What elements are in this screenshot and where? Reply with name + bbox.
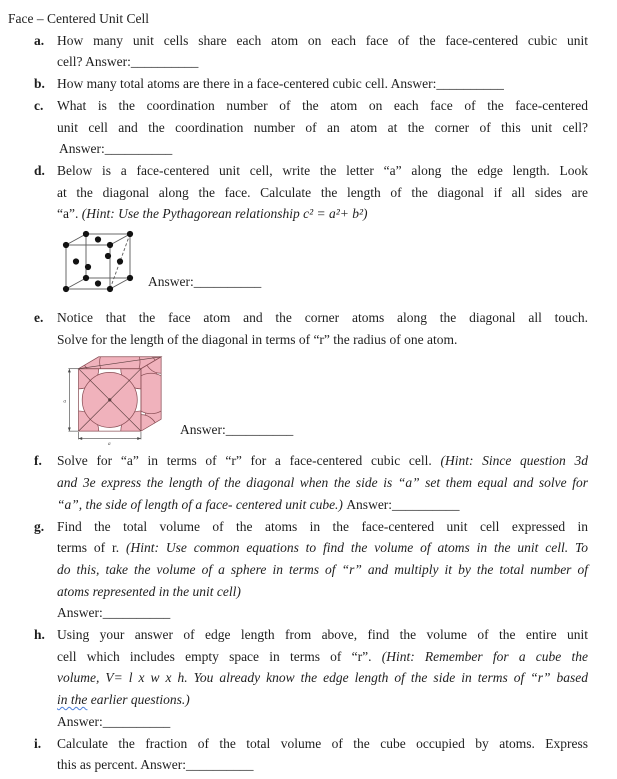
fcc-space-filling-diagram	[62, 352, 174, 446]
text-segment: unit cell and the coordination number of an atom at the corner of this unit cell?	[57, 119, 588, 135]
question-g	[8, 516, 617, 625]
text-segment: in the	[57, 692, 88, 708]
question-b	[8, 73, 617, 95]
question-letter: b.	[34, 76, 45, 92]
question-text-line	[57, 537, 588, 559]
question-f	[8, 450, 617, 515]
text-segment: Below is a face-centered unit cell, write the letter “a” along the edge length. Look	[57, 162, 588, 178]
question-text-line	[57, 30, 588, 52]
question-h	[8, 624, 617, 733]
text-segment: atoms represented in the unit cell)	[57, 583, 241, 599]
text-segment: Calculate the fraction of the total volume of the cube occupied by atoms. Express	[57, 735, 588, 751]
text-segment: “a”, the side of length of a face- centered unit cube.)	[57, 496, 347, 512]
question-letter: h.	[34, 627, 45, 643]
text-segment: What is the coordination number of the atom on each face of the face-centered	[57, 97, 588, 113]
answer-blank: Answer:__________	[180, 421, 294, 437]
question-text-line	[57, 117, 588, 139]
text-segment: Solve for the length of the diagonal in terms of “r” the radius of one atom.	[57, 331, 458, 347]
text-segment: Find the total volume of the atoms in the face-centered unit cell expressed in	[57, 518, 588, 534]
text-segment: and 3e express the length of the diagonal when the side is “a” set them equal and solve for	[57, 475, 588, 491]
question-letter: e.	[34, 310, 44, 326]
question-text-line	[57, 733, 588, 755]
question-text-line	[57, 95, 588, 117]
question-text-line	[57, 329, 588, 351]
question-text-line	[57, 73, 588, 95]
question-text-line	[57, 182, 588, 204]
text-segment: Notice that the face atom and the corner atoms along the diagonal all touch.	[57, 310, 588, 326]
question-c	[8, 95, 617, 160]
cube-figure-row	[58, 229, 617, 299]
page-title: Face – Centered Unit Cell	[8, 11, 149, 26]
question-a	[8, 30, 617, 73]
question-text-line	[57, 472, 588, 494]
text-segment: (Hint: Use common equations to find the volume of atoms in the unit cell. To	[125, 540, 588, 556]
text-segment: Answer:__________	[57, 713, 171, 729]
question-text-line	[57, 646, 588, 668]
text-segment: How many total atoms are there in a face-centered cubic cell. Answer:__________	[57, 76, 504, 92]
question-d	[8, 160, 617, 225]
text-segment: (Hint: Remember for a cube the	[381, 648, 588, 664]
question-text-line	[57, 160, 588, 182]
arrowhead-left	[79, 437, 83, 440]
arrowhead-down	[68, 428, 71, 432]
edge-length-label-bottom: a	[107, 441, 111, 447]
text-segment: Using your answer of edge length from above, find the volume of the entire unit	[57, 627, 588, 643]
question-text-line	[57, 494, 588, 516]
question-letter: f.	[34, 453, 42, 469]
atom-dots	[63, 231, 133, 292]
edge-length-label-left: a	[63, 399, 67, 406]
text-segment: “a”.	[57, 206, 82, 222]
question-text-line	[57, 51, 588, 73]
text-segment: (Hint: Since question 3d	[440, 453, 588, 469]
question-text-line	[57, 667, 588, 689]
fcc-ball-stick-diagram	[58, 229, 142, 299]
question-text-line	[57, 689, 588, 711]
text-segment: Solve for “a” in terms of “r” for a face-centered cubic cell.	[57, 453, 441, 469]
question-text-line	[57, 624, 588, 646]
question-i	[8, 733, 617, 776]
question-text-line	[57, 307, 588, 329]
arrowhead-up	[68, 369, 71, 373]
text-segment: terms of r.	[57, 540, 126, 556]
question-text-line	[57, 754, 588, 776]
spheres-figure-row	[62, 352, 617, 446]
text-segment: Answer:__________	[59, 141, 173, 157]
text-segment: cell which includes empty space in terms of “r”.	[57, 648, 382, 664]
text-segment: Answer:__________	[346, 496, 460, 512]
question-text-line	[57, 602, 588, 624]
question-letter: i.	[34, 735, 42, 751]
text-segment: at the diagonal along the face. Calculate the length of the diagonal if all sides are	[57, 184, 588, 200]
text-segment: Answer:__________	[57, 605, 171, 621]
question-letter: g.	[34, 518, 45, 534]
arrowhead-right	[137, 437, 141, 440]
question-text-line	[57, 450, 588, 472]
question-letter: d.	[34, 162, 45, 178]
text-segment: How many unit cells share each atom on each face of the face-centered cubic unit	[57, 32, 588, 48]
question-letter: a.	[34, 32, 45, 48]
question-text-line	[57, 516, 588, 538]
question-text-line	[59, 138, 588, 160]
question-text-line	[57, 581, 588, 603]
text-segment: this as percent. Answer:__________	[57, 757, 254, 773]
text-segment: do this, take the volume of a sphere in terms of “r” and multiply it by the total number of	[57, 561, 588, 577]
text-segment: cell? Answer:__________	[57, 54, 199, 70]
question-text-line	[57, 559, 588, 581]
text-segment: volume, V= l x w x h. You already know the edge length of the side in terms of “r” based	[57, 670, 588, 686]
question-e	[8, 307, 617, 350]
answer-blank: Answer:__________	[148, 274, 262, 290]
question-text-line	[57, 711, 588, 733]
text-segment: (Hint: Use the Pythagorean relationship c² = a²+ b²)	[81, 206, 368, 222]
question-letter: c.	[34, 97, 44, 113]
question-text-line	[57, 203, 588, 225]
text-segment: earlier questions.)	[87, 692, 190, 708]
